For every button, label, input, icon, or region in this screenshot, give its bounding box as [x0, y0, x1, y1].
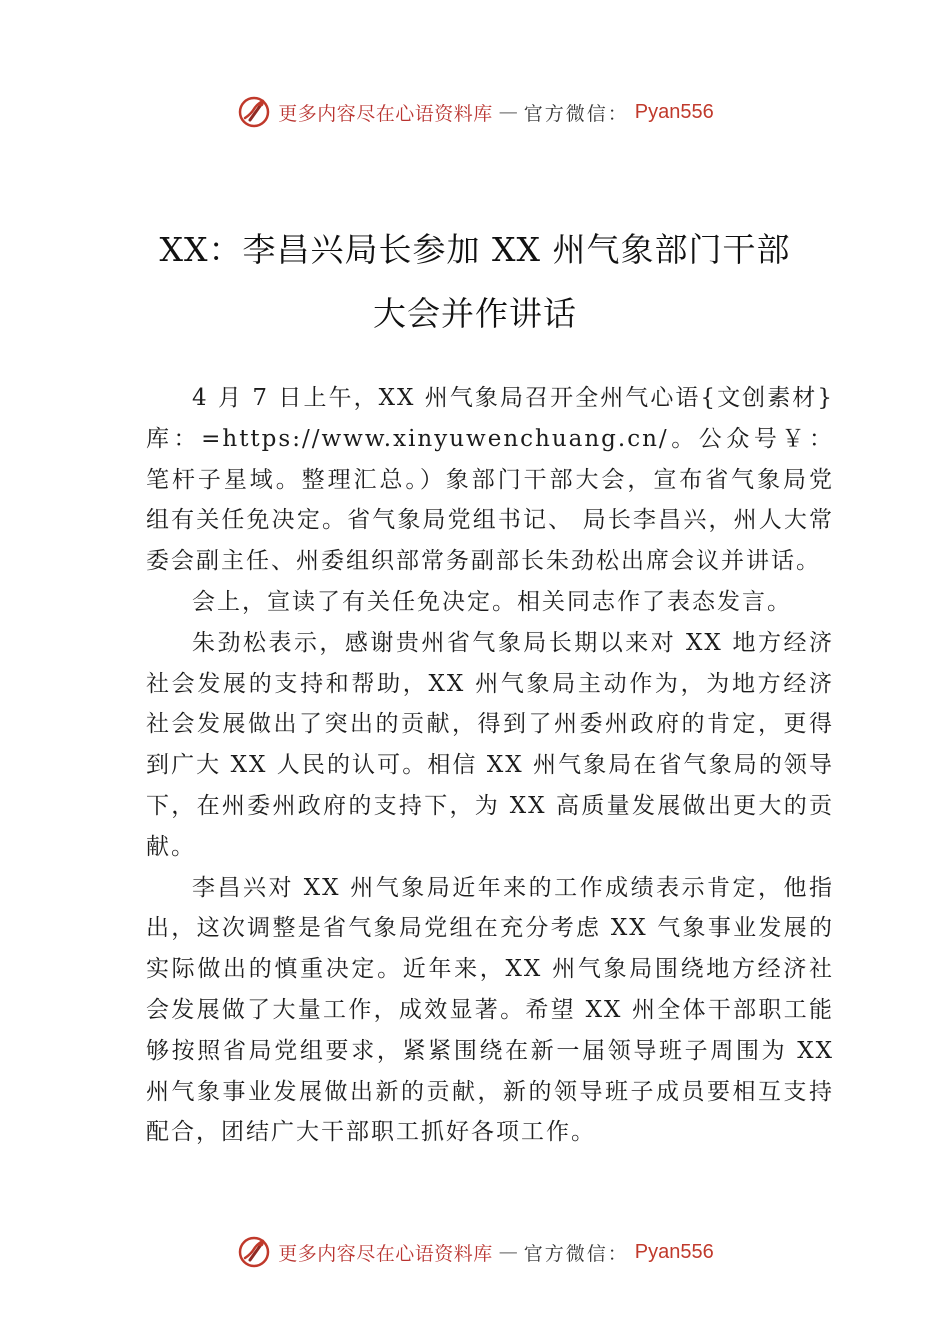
- watermark-separator: —: [498, 1241, 518, 1263]
- paragraph: 朱劲松表示，感谢贵州省气象局长期以来对 XX 地方经济社会发展的支持和帮助，XX 州气象局主动作为，为地方经济社会发展做出了突出的贡献，得到了州委州政府的肯定，更得到广大 XX 人民的认可。相信 XX 州气象局在省气象局的领导下，在州委州政府的支持下，为 XX 高质量发展做出更大的贡献。: [146, 629, 834, 860]
- document-title: [100, 218, 850, 346]
- watermark-text: 更多内容尽在心语资料库: [278, 1242, 493, 1265]
- watermark-wechat-label: 官方微信：: [523, 1242, 629, 1265]
- watermark-banner-bottom: [0, 1230, 950, 1274]
- watermark-banner-top: [0, 90, 950, 134]
- paragraph: 4 月 7 日上午，XX 州气象局召开全州气心语{文创素材}库：=https://www.xinyuwenchuang.cn/。公众号￥：笔杆子星域。整理汇总。）象部门干部大会，宣布省气象局党组有关任免决定。省气象局党组书记、 局长李昌兴，州人大常委会副主任、州委组织部常务副部长朱劲松出席会议并讲话。: [146, 385, 834, 575]
- document-title-line2: 大会并作讲话: [373, 294, 577, 333]
- paragraph: 会上，宣读了有关任免决定。相关同志作了表态发言。: [192, 588, 792, 615]
- brush-logo-icon: [236, 94, 272, 130]
- watermark-wechat-label: 官方微信：: [523, 102, 629, 125]
- watermark-separator: —: [498, 101, 518, 123]
- watermark-wechat-id: Pyan556: [634, 100, 714, 123]
- document-body: [146, 378, 834, 1153]
- brush-logo-icon: [236, 1234, 272, 1270]
- paragraph: 李昌兴对 XX 州气象局近年来的工作成绩表示肯定，他指出，这次调整是省气象局党组在充分考虑 XX 气象事业发展的实际做出的慎重决定。近年来，XX 州气象局围绕地方经济社会发展做了大量工作，成效显著。希望 XX 州全体干部职工能够按照省局党组要求，紧紧围绕在新一届领导班子周围为 XX 州气象事业发展做出新的贡献，新的领导班子成员要相互支持配合，团结广大干部职工抓好各项工作。: [146, 874, 834, 1146]
- watermark-wechat-id: Pyan556: [634, 1240, 714, 1263]
- document-title-line1: XX：李昌兴局长参加 XX 州气象部门干部: [159, 230, 791, 269]
- watermark-text: 更多内容尽在心语资料库: [278, 102, 493, 125]
